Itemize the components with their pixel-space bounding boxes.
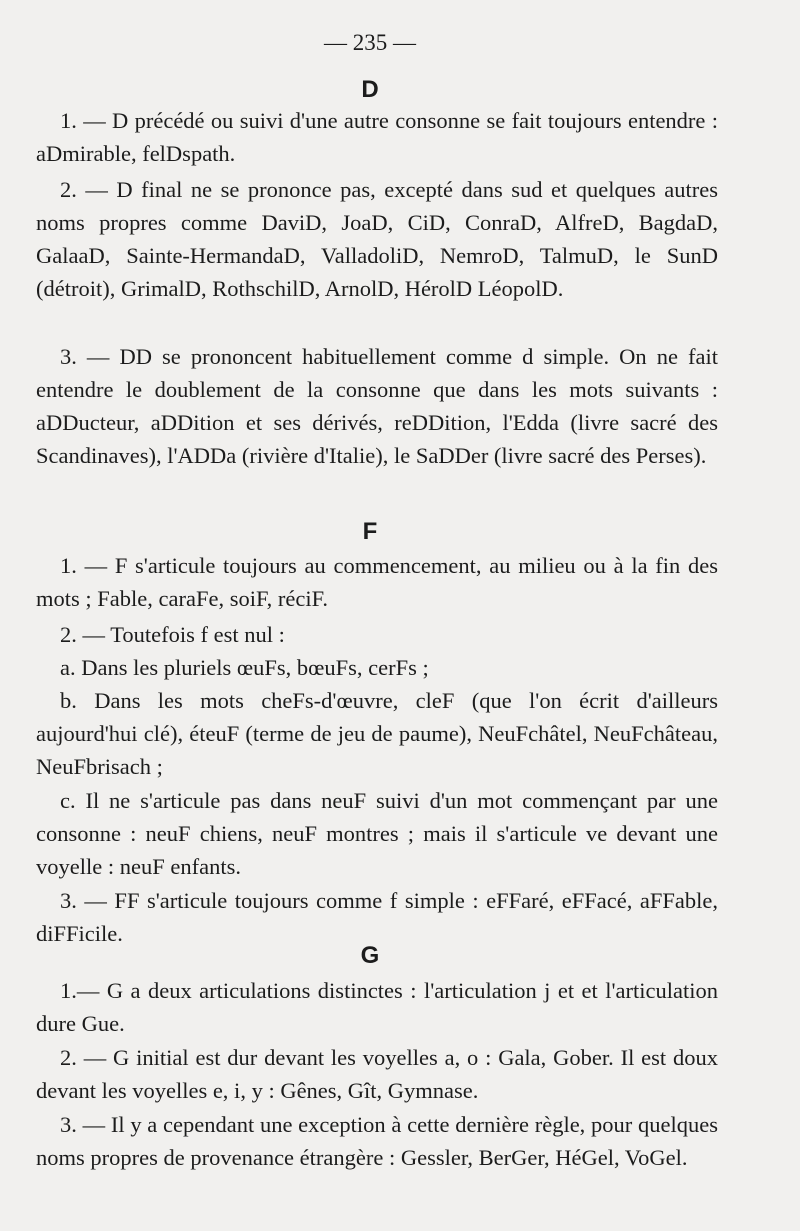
paragraph-f-2a: a. Dans les pluriels œuFs, bœuFs, cerFs ; <box>60 655 429 680</box>
paragraph-f-1: 1. — F s'articule toujours au commencement, au milieu ou à la fin des mots ; Fable, caraFe, soiF, réciF. <box>36 553 718 611</box>
paragraph-f-3: 3. — FF s'articule toujours comme f simple : eFFaré, eFFacé, aFFable, diFFicile. <box>36 888 718 946</box>
paragraph-g-1: 1.— G a deux articulations distinctes : l'articulation j et et l'articulation dure Gue. <box>36 978 718 1036</box>
section-heading-g: G <box>360 942 380 969</box>
page-number: — 235 — <box>324 30 416 55</box>
paragraph-f-2: 2. — Toutefois f est nul : <box>60 622 285 647</box>
paragraph-f-2b: b. Dans les mots cheFs-d'œuvre, cleF (que l'on écrit d'ailleurs aujourd'hui clé), éteuF (terme de jeu de paume), NeuFchâtel, NeuFchâteau, NeuFbrisach ; <box>36 688 718 779</box>
section-heading-d: D <box>361 76 379 103</box>
paragraph-g-3: 3. — Il y a cependant une exception à cette dernière règle, pour quelques noms propres de provenance étrangère : Gessler, BerGer, HéGel, VoGel. <box>36 1112 718 1170</box>
paragraph-g-2: 2. — G initial est dur devant les voyelles a, o : Gala, Gober. Il est doux devant les voyelles e, i, y : Gênes, Gît, Gymnase. <box>36 1045 718 1103</box>
paragraph-d-1: 1. — D précédé ou suivi d'une autre consonne se fait toujours entendre : aDmirable, felDspath. <box>36 108 718 166</box>
paragraph-f-2c: c. Il ne s'articule pas dans neuF suivi d'un mot commençant par une consonne : neuF chiens, neuF montres ; mais il s'articule ve devant une voyelle : neuF enfants. <box>36 788 718 879</box>
paragraph-d-3: 3. — DD se prononcent habituellement comme d simple. On ne fait entendre le doublement de la consonne que dans les mots suivants : aDDucteur, aDDition et ses dérivés, reDDition, l'Edda (livre sacré des Scandinaves), l'ADDa (rivière d'Italie), le SaDDer (livre sacré des Perses). <box>36 344 718 468</box>
section-heading-f: F <box>362 518 378 545</box>
paragraph-d-2: 2. — D final ne se prononce pas, excepté dans sud et quelques autres noms propres comme DaviD, JoaD, CiD, ConraD, AlfreD, BagdaD, GalaaD, Sainte-HermandaD, ValladoliD, NemroD, TalmuD, le SunD (détroit), GrimalD, RothschilD, ArnolD, HérolD LéopolD. <box>36 177 718 301</box>
